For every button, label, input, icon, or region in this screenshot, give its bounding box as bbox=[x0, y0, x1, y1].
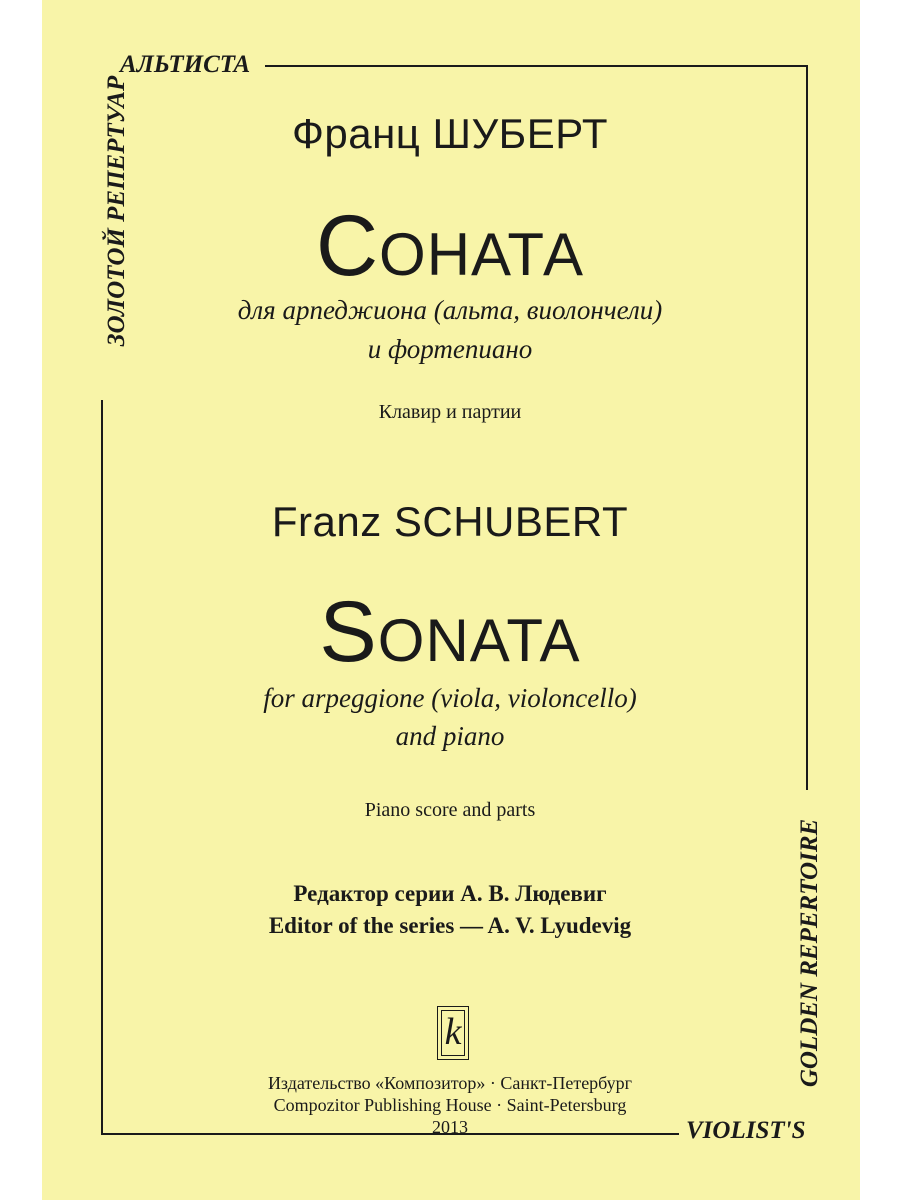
subtitle-en-line2: and piano bbox=[395, 721, 505, 751]
series-editor-en: Editor of the series — A. V. Lyudevig bbox=[268, 913, 632, 938]
composer-ru: Франц ШУБЕРТ bbox=[291, 110, 609, 157]
subtitle-ru-line2: и фортепиано bbox=[367, 334, 533, 364]
title-ru: Соната bbox=[315, 198, 585, 294]
series-editor-ru: Редактор серии А. В. Людевиг bbox=[293, 881, 607, 906]
publication-year: 2013 bbox=[432, 1117, 468, 1137]
frame-top-rule bbox=[265, 65, 807, 67]
series-label-ru-vertical: ЗОЛОТОЙ РЕПЕРТУАР bbox=[103, 75, 130, 347]
subtitle-en-line1: for arpeggione (viola, violoncello) bbox=[263, 683, 637, 713]
series-label-ru-top: АЛЬТИСТА bbox=[120, 51, 251, 78]
edition-en: Piano score and parts bbox=[364, 799, 536, 821]
publisher-ru: Издательство «Композитор» · Санкт-Петербург bbox=[267, 1073, 633, 1093]
composer-en: Franz SCHUBERT bbox=[271, 498, 629, 545]
title-en: Sonata bbox=[319, 584, 581, 680]
edition-ru: Клавир и партии bbox=[378, 401, 522, 423]
publisher-en: Compozitor Publishing House · Saint-Petersburg bbox=[273, 1095, 627, 1115]
series-label-en-bottom: VIOLIST'S bbox=[686, 1117, 806, 1144]
subtitle-ru-line1: для арпеджиона (альта, виолончели) bbox=[237, 295, 663, 325]
publisher-logo bbox=[437, 1006, 469, 1060]
series-label-en-vertical: GOLDEN REPERTOIRE bbox=[796, 818, 823, 1088]
publisher-logo-letter: k bbox=[444, 1011, 462, 1053]
